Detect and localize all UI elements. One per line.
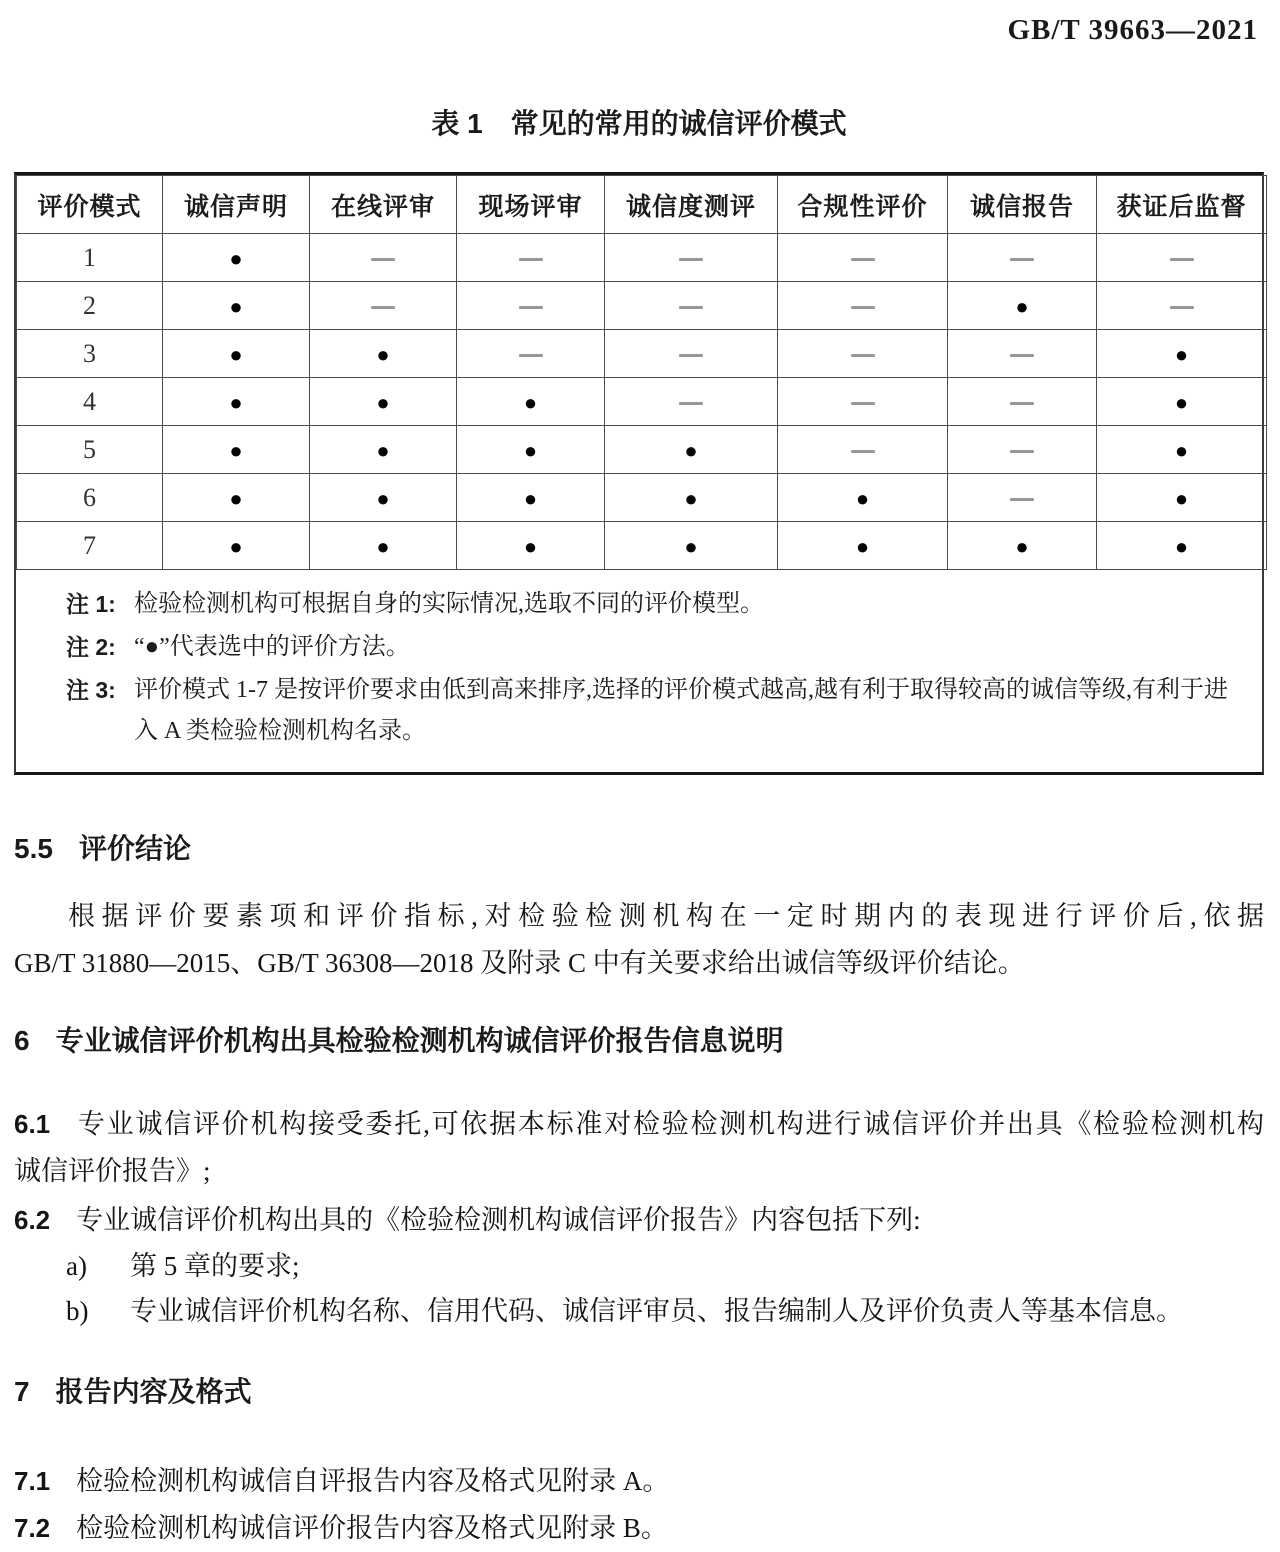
clause-6-1-number: 6.1 — [14, 1109, 51, 1139]
cell-not-selected — [948, 426, 1097, 474]
section-6-number: 6 — [14, 1025, 30, 1056]
cell-not-selected — [778, 234, 948, 282]
dot-mark-icon: ● — [523, 485, 538, 511]
dash-mark-icon — [851, 450, 875, 453]
column-header-2: 在线评审 — [310, 176, 457, 234]
column-header-3: 现场评审 — [457, 176, 605, 234]
cell-not-selected — [778, 330, 948, 378]
cell-not-selected — [457, 330, 605, 378]
dash-mark-icon — [519, 258, 543, 261]
cell-not-selected — [605, 378, 778, 426]
dash-mark-icon — [679, 306, 703, 309]
dash-mark-icon — [1010, 402, 1034, 405]
dash-mark-icon — [1170, 306, 1194, 309]
dot-mark-icon: ● — [684, 437, 698, 463]
cell-selected — [310, 426, 457, 474]
dash-mark-icon — [1170, 258, 1194, 261]
cell-selected — [948, 522, 1097, 570]
note-label: 注 3: — [66, 677, 116, 703]
section-7-number: 7 — [14, 1376, 30, 1407]
column-header-0: 评价模式 — [17, 176, 163, 234]
table-row-mode-1 — [17, 234, 1267, 282]
paragraph-5-5-line-2: GB/T 31880—2015、GB/T 36308—2018 及附录 C 中有关要求给出诚信等级评价结论。 — [14, 948, 1025, 978]
table-header-row — [17, 176, 1267, 234]
clause-7-1-number: 7.1 — [14, 1466, 51, 1496]
table-row-mode-3 — [17, 330, 1267, 378]
cell-selected — [1097, 378, 1267, 426]
clause-6-2-text: 专业诚信评价机构出具的《检验检测机构诚信评价报告》内容包括下列: — [76, 1205, 921, 1235]
cell-not-selected — [310, 282, 457, 330]
cell-selected — [1097, 330, 1267, 378]
list-item-text: 专业诚信评价机构名称、信用代码、诚信评审员、报告编制人及评价负责人等基本信息。 — [130, 1296, 1183, 1326]
list-item-label: a) — [66, 1251, 87, 1281]
cell-selected — [1097, 522, 1267, 570]
clause-6-2-items — [14, 1244, 1264, 1334]
cell-selected — [163, 282, 310, 330]
list-item-text: 第 5 章的要求; — [130, 1251, 300, 1281]
dot-mark-icon: ● — [229, 245, 243, 271]
paragraph-5-5-line-1: 根据评价要素项和评价指标,对检验检测机构在一定时期内的表现进行评价后,依据 — [68, 901, 1264, 931]
column-header-5: 合规性评价 — [778, 176, 948, 234]
clause-6-1-line-2: 诚信评价报告》; — [14, 1156, 211, 1186]
clause-6-2-number: 6.2 — [14, 1205, 51, 1235]
table-row-mode-6 — [17, 474, 1267, 522]
dot-mark-icon: ● — [523, 437, 538, 463]
mode-number: 7 — [17, 522, 163, 570]
cell-not-selected — [948, 378, 1097, 426]
cell-not-selected — [1097, 234, 1267, 282]
column-header-6: 诚信报告 — [948, 176, 1097, 234]
note-text: 检验检测机构可根据自身的实际情况,选取不同的评价模型。 — [134, 591, 764, 617]
table-1-frame — [14, 172, 1264, 775]
table-1-title: 表 1 常见的常用的诚信评价模式 — [431, 108, 847, 139]
table-row-mode-4 — [17, 378, 1267, 426]
clause-7-2 — [14, 1505, 1264, 1552]
cell-not-selected — [605, 234, 778, 282]
mode-number: 4 — [17, 378, 163, 426]
dash-mark-icon — [1010, 498, 1034, 501]
mode-number: 5 — [17, 426, 163, 474]
dash-mark-icon — [1010, 354, 1034, 357]
dash-mark-icon — [851, 402, 875, 405]
cell-not-selected — [605, 282, 778, 330]
cell-not-selected — [778, 426, 948, 474]
list-item-label: b) — [66, 1296, 89, 1326]
cell-selected — [163, 522, 310, 570]
dot-mark-icon: ● — [855, 533, 870, 559]
dot-mark-icon: ● — [684, 485, 698, 511]
cell-selected — [457, 426, 605, 474]
dot-mark-icon: ● — [376, 437, 390, 463]
list-item-b — [14, 1289, 1264, 1334]
cell-selected — [778, 474, 948, 522]
clause-7-2-number: 7.2 — [14, 1513, 51, 1543]
cell-selected — [948, 282, 1097, 330]
clause-6-2 — [14, 1197, 1264, 1244]
dash-mark-icon — [851, 306, 875, 309]
mode-number: 1 — [17, 234, 163, 282]
dot-mark-icon: ● — [229, 437, 243, 463]
cell-selected — [457, 522, 605, 570]
dash-mark-icon — [851, 354, 875, 357]
cell-not-selected — [948, 234, 1097, 282]
dot-mark-icon: ● — [229, 293, 243, 319]
cell-selected — [163, 474, 310, 522]
section-7-title: 报告内容及格式 — [55, 1376, 252, 1407]
cell-selected — [605, 426, 778, 474]
cell-selected — [1097, 426, 1267, 474]
cell-selected — [310, 378, 457, 426]
dash-mark-icon — [519, 306, 543, 309]
dot-mark-icon: ● — [523, 533, 538, 559]
cell-not-selected — [310, 234, 457, 282]
cell-selected — [457, 474, 605, 522]
cell-selected — [457, 378, 605, 426]
dot-mark-icon: ● — [229, 485, 243, 511]
cell-not-selected — [1097, 282, 1267, 330]
dot-mark-icon: ● — [855, 485, 870, 511]
clause-7-2-text: 检验检测机构诚信评价报告内容及格式见附录 B。 — [76, 1513, 668, 1543]
column-header-7: 获证后监督 — [1097, 176, 1267, 234]
list-item-a — [14, 1244, 1264, 1289]
cell-not-selected — [457, 282, 605, 330]
cell-not-selected — [778, 378, 948, 426]
table-note-1 — [66, 584, 1244, 625]
dash-mark-icon — [371, 258, 395, 261]
cell-not-selected — [778, 282, 948, 330]
dash-mark-icon — [679, 402, 703, 405]
section-5-5-title: 评价结论 — [78, 833, 191, 864]
dot-mark-icon: ● — [376, 533, 390, 559]
table-row-mode-2 — [17, 282, 1267, 330]
clause-6-1-line-1 — [14, 1101, 1264, 1148]
cell-selected — [1097, 474, 1267, 522]
note-label: 注 1: — [66, 591, 116, 617]
cell-selected — [605, 474, 778, 522]
table-row-mode-5 — [17, 426, 1267, 474]
dot-mark-icon: ● — [229, 533, 243, 559]
dot-mark-icon: ● — [1015, 293, 1029, 319]
section-6-title: 专业诚信评价机构出具检验检测机构诚信评价报告信息说明 — [55, 1025, 784, 1056]
table-notes — [16, 570, 1262, 772]
mode-number: 2 — [17, 282, 163, 330]
cell-selected — [605, 522, 778, 570]
dot-mark-icon: ● — [1015, 533, 1029, 559]
mode-number: 6 — [17, 474, 163, 522]
cell-not-selected — [948, 330, 1097, 378]
column-header-4: 诚信度测评 — [605, 176, 778, 234]
dash-mark-icon — [1010, 258, 1034, 261]
section-7-heading — [14, 1374, 1264, 1410]
dot-mark-icon: ● — [1174, 533, 1189, 559]
note-text: 评价模式 1-7 是按评价要求由低到高来排序,选择的评价模式越高,越有利于取得较高的诚信等级,有利于进入 A 类检验检测机构名录。 — [134, 677, 1228, 744]
cell-selected — [163, 330, 310, 378]
note-text: “●”代表选中的评价方法。 — [134, 634, 410, 660]
dot-mark-icon: ● — [376, 389, 390, 415]
cell-selected — [310, 522, 457, 570]
cell-selected — [778, 522, 948, 570]
dash-mark-icon — [679, 258, 703, 261]
cell-selected — [163, 426, 310, 474]
dash-mark-icon — [371, 306, 395, 309]
dot-mark-icon: ● — [1174, 437, 1189, 463]
dash-mark-icon — [679, 354, 703, 357]
mode-number: 3 — [17, 330, 163, 378]
table-note-2 — [66, 627, 1244, 668]
dot-mark-icon: ● — [1174, 485, 1189, 511]
section-5-5-paragraph — [14, 893, 1264, 987]
clause-7-1 — [14, 1458, 1264, 1505]
section-5-5-heading — [14, 831, 1264, 867]
clause-7-1-text: 检验检测机构诚信自评报告内容及格式见附录 A。 — [76, 1466, 670, 1496]
dot-mark-icon: ● — [1174, 341, 1189, 367]
section-5-5-number: 5.5 — [14, 833, 53, 864]
note-label: 注 2: — [66, 634, 116, 660]
dash-mark-icon — [851, 258, 875, 261]
clause-6-1 — [14, 1101, 1264, 1195]
cell-selected — [310, 330, 457, 378]
table-row-mode-7 — [17, 522, 1267, 570]
column-header-1: 诚信声明 — [163, 176, 310, 234]
dot-mark-icon: ● — [376, 485, 390, 511]
dot-mark-icon: ● — [1174, 389, 1189, 415]
dash-mark-icon — [519, 354, 543, 357]
table-note-3 — [66, 670, 1244, 752]
dot-mark-icon: ● — [229, 341, 243, 367]
dash-mark-icon — [1010, 450, 1034, 453]
evaluation-modes-table — [16, 175, 1267, 570]
dot-mark-icon: ● — [376, 341, 390, 367]
cell-selected — [163, 378, 310, 426]
dot-mark-icon: ● — [684, 533, 698, 559]
cell-selected — [163, 234, 310, 282]
section-6-heading — [14, 1023, 1264, 1059]
cell-not-selected — [948, 474, 1097, 522]
dot-mark-icon: ● — [523, 389, 538, 415]
cell-not-selected — [605, 330, 778, 378]
dot-mark-icon: ● — [229, 389, 243, 415]
cell-selected — [310, 474, 457, 522]
clause-6-1-text: 专业诚信评价机构接受委托,可依据本标准对检验检测机构进行诚信评价并出具《检验检测机构 — [76, 1109, 1264, 1139]
standard-number: GB/T 39663—2021 — [1007, 14, 1258, 46]
cell-not-selected — [457, 234, 605, 282]
